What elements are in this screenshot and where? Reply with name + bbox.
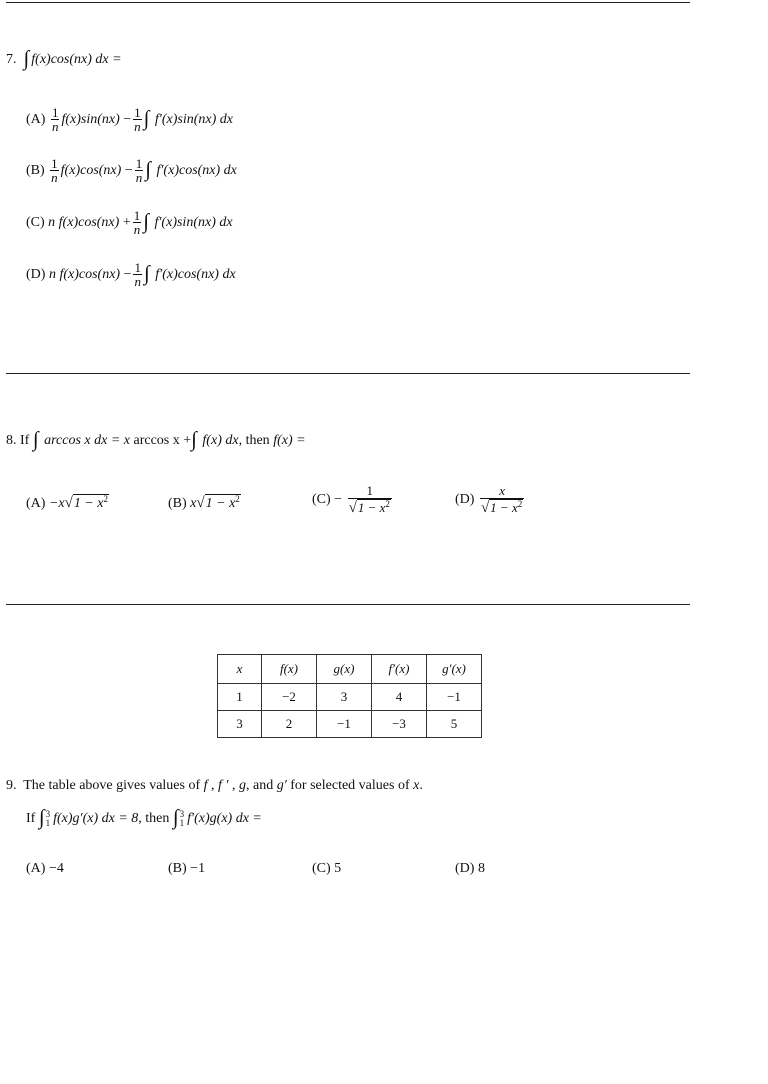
q7-prompt (6, 44, 122, 69)
fraction: $\frac{1}{n}$ (51, 104, 59, 135)
q9-choice-a[interactable] (26, 861, 64, 877)
integral-sign: ∫ (172, 805, 179, 829)
table-header: g(x) (333, 661, 355, 676)
integral-sign: ∫ (23, 46, 30, 70)
q9-then: , then (138, 811, 170, 826)
choice-term: f(x)cos(nx) (60, 163, 122, 178)
choice-label: (A) (26, 112, 46, 127)
q8-choice-a[interactable] (26, 494, 109, 512)
q9-line2 (26, 803, 262, 828)
choice-label: (C) (312, 492, 331, 508)
q7-number: 7. (6, 52, 17, 67)
fraction: $\frac{1}{n}$ (134, 259, 141, 290)
choice-label: (D) (26, 267, 46, 282)
integral-limits: 3 1 (45, 808, 51, 828)
table-cell: −1 (427, 684, 482, 711)
q9-given: f(x)g′(x) dx = 8 (53, 811, 139, 826)
q8-choice-c[interactable] (312, 484, 394, 516)
radical-sign: √ (64, 495, 73, 511)
q8-ask: f(x) = (273, 433, 306, 448)
q9-ask: f′(x)g(x) dx = (187, 811, 262, 826)
choice-label: (A) (26, 861, 46, 876)
q9-text: The table above gives values of (23, 778, 201, 793)
operator: − (123, 267, 132, 282)
choice-term: f(x)sin(nx) (61, 112, 120, 127)
q8-tail: f(x) dx (202, 433, 239, 448)
table-header: f(x) (279, 661, 299, 676)
integral-sign: ∫ (143, 106, 150, 130)
q9-if: If (26, 811, 36, 826)
choice-label: (D) (455, 861, 475, 876)
choice-integrand: f′(x)sin(nx) dx (154, 112, 234, 127)
q8-prompt (6, 425, 306, 450)
divider-q7-q8 (6, 373, 690, 374)
q8-choice-d[interactable] (455, 484, 526, 516)
operator: − (124, 163, 133, 178)
q9-choice-c[interactable] (312, 861, 341, 877)
choice-label: (B) (168, 496, 187, 511)
table-cell: 5 (427, 711, 482, 738)
choice-value: −1 (190, 861, 206, 876)
q9-choice-d[interactable] (455, 861, 485, 877)
integral-sign: ∫ (191, 427, 197, 451)
fraction: $\frac{1}{n}$ (133, 207, 141, 238)
integral-sign: ∫ (143, 209, 149, 233)
choice-value: 8 (477, 861, 485, 876)
choice-label: (A) (26, 496, 46, 511)
table-row (218, 684, 482, 711)
q7-choice-b[interactable] (26, 155, 237, 185)
fraction: $\frac{1}{n}$ (135, 155, 143, 186)
table-header: f′(x) (388, 661, 410, 676)
choice-label: (C) (312, 861, 331, 876)
q8-integrand: arccos x dx = x (44, 433, 130, 448)
q7-choice-c[interactable] (26, 207, 233, 237)
choice-coef: −x (48, 496, 65, 511)
choice-sign: − (334, 492, 343, 508)
integral-sign: ∫ (143, 261, 150, 285)
table-cell: 1 (218, 684, 262, 711)
radicand: $1 - x^2$ (73, 494, 109, 511)
radicand: $1 - x^2$ (205, 494, 240, 511)
q8-number: 8. If (6, 433, 30, 448)
table-cell: −3 (372, 711, 427, 738)
q9-number: 9. (6, 778, 17, 793)
q8-choice-b[interactable] (168, 494, 241, 512)
table-cell: 2 (262, 711, 317, 738)
choice-integrand: f′(x)sin(nx) dx (154, 215, 233, 230)
q7-prompt-text: f(x)cos(nx) dx = (31, 52, 122, 67)
fraction: $\frac{x}{√1 - x^2}$ (480, 483, 523, 516)
choice-term: n f(x)cos(nx) (48, 267, 121, 282)
table-header-row (218, 655, 482, 684)
operator: − (123, 112, 132, 127)
q9-text: for selected values of (290, 778, 410, 793)
divider-q8-q9 (6, 604, 690, 605)
q8-rhs: arccos x + (133, 433, 192, 448)
table-cell: −1 (317, 711, 372, 738)
choice-label: (C) (26, 215, 45, 230)
q8-then: , then (238, 433, 270, 448)
fraction: $\frac{1}{n}$ (134, 104, 141, 135)
q9-line1: 9. The table above gives values of f , f ′ , g, and g′ for selected values of x. (6, 778, 423, 793)
choice-label: (D) (455, 492, 475, 508)
choice-label: (B) (26, 163, 45, 178)
choice-value: 5 (334, 861, 342, 876)
integral-sign: ∫ (38, 805, 45, 829)
q7-choice-d[interactable] (26, 259, 236, 289)
table-cell: 4 (372, 684, 427, 711)
choice-coef: x (190, 496, 197, 511)
choice-integrand: f′(x)cos(nx) dx (156, 163, 237, 178)
operator: + (122, 215, 131, 230)
integral-sign: ∫ (145, 157, 151, 181)
fraction: $\frac{1}{n}$ (51, 155, 58, 186)
integral-limits: 3 1 (179, 808, 185, 828)
table-cell: 3 (218, 711, 262, 738)
table-row (218, 711, 482, 738)
radical-sign: √ (196, 495, 205, 511)
choice-term: n f(x)cos(nx) (48, 215, 120, 230)
table-cell: −2 (262, 684, 317, 711)
q7-choice-a[interactable] (26, 104, 233, 134)
choice-value: −4 (48, 861, 64, 876)
q9-choice-b[interactable] (168, 861, 205, 877)
table-cell: 3 (317, 684, 372, 711)
table-header: g′(x) (442, 661, 466, 676)
fraction: $\frac{1}{√1 - x^2}$ (348, 483, 390, 516)
table-header: x (236, 661, 243, 676)
values-table (217, 654, 482, 738)
integral-sign: ∫ (32, 427, 39, 451)
choice-integrand: f′(x)cos(nx) dx (155, 267, 236, 282)
choice-label: (B) (168, 861, 187, 876)
top-divider (6, 2, 690, 3)
